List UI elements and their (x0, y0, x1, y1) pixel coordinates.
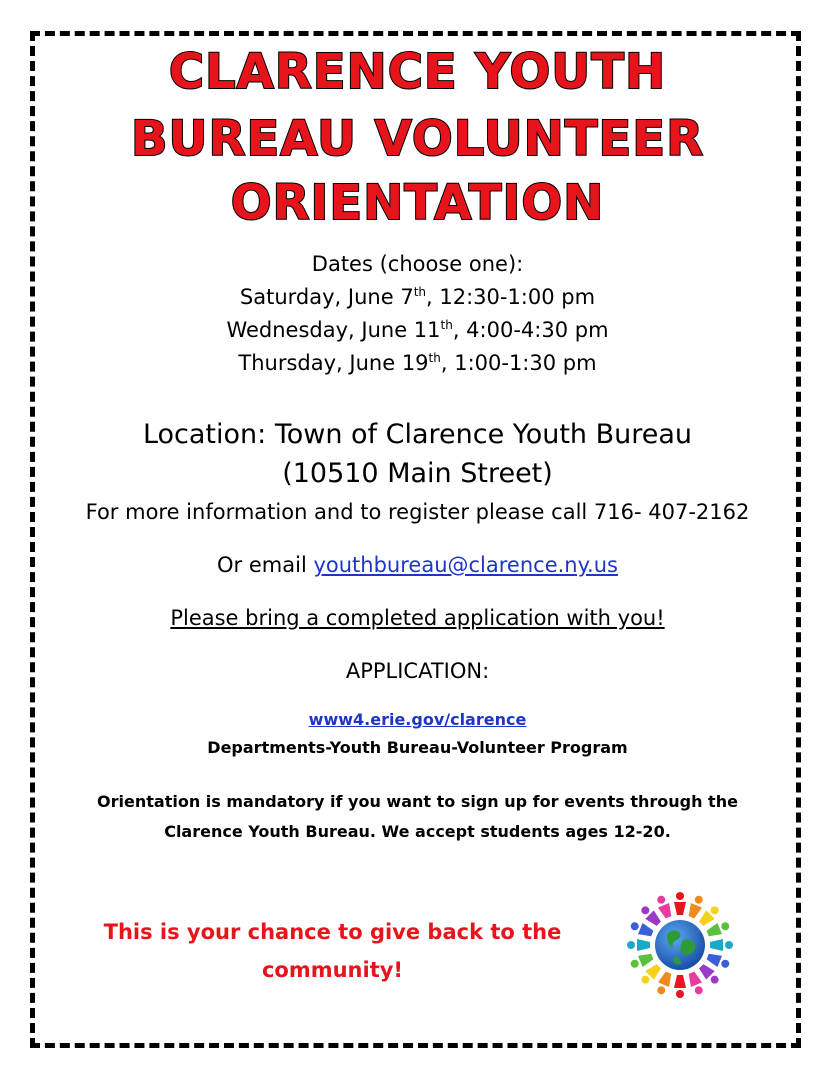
title-line-3: ORIENTATION (230, 175, 605, 231)
dates-heading: Dates (choose one): (311, 252, 524, 276)
date-suffix: th (440, 318, 453, 332)
notice-line-1: Orientation is mandatory if you want to sign up for events through the (97, 792, 738, 811)
application-heading: APPLICATION: (345, 659, 490, 683)
person-figure (674, 975, 686, 998)
application-url-link[interactable]: www4.erie.gov/clarence (308, 710, 527, 729)
date-item (0, 347, 835, 380)
globe-people-icon (625, 890, 735, 1000)
date-day: Thursday, June 19 (238, 351, 429, 375)
title-line-2: BUREAU VOLUNTEER (130, 111, 705, 167)
notice-line-2: Clarence Youth Bureau. We accept students ages 12-20. (164, 822, 671, 841)
email-line (0, 553, 835, 577)
person-figure (638, 903, 663, 928)
email-link[interactable]: youthbureau@clarence.ny.us (313, 553, 618, 577)
date-time: , 4:00-4:30 pm (452, 318, 609, 342)
reminder-text: Please bring a completed application with you! (170, 606, 665, 630)
date-time: , 1:00-1:30 pm (440, 351, 597, 375)
date-time: , 12:30-1:00 pm (426, 285, 596, 309)
email-prefix: Or email (217, 553, 314, 577)
application-path: Departments-Youth Bureau-Volunteer Program (207, 738, 628, 757)
person-figure (638, 962, 663, 987)
application-url-line (0, 710, 835, 729)
date-item (0, 281, 835, 314)
location-address: (10510 Main Street) (282, 458, 553, 489)
closing-line-1: This is your chance to give back to the (103, 920, 562, 944)
date-item (0, 314, 835, 347)
title-line-1: CLARENCE YOUTH (168, 44, 667, 100)
person-figure (697, 962, 722, 987)
phone-line: For more information and to register please call 716- 407-2162 (85, 500, 750, 524)
date-day: Wednesday, June 11 (226, 318, 441, 342)
person-figure (710, 939, 733, 951)
person-figure (674, 892, 686, 915)
date-day: Saturday, June 7 (239, 285, 414, 309)
closing-line-2: community! (261, 958, 404, 982)
date-suffix: th (428, 351, 441, 365)
location-line-1: Location: Town of Clarence Youth Bureau (142, 419, 693, 450)
person-figure (627, 939, 650, 951)
person-figure (697, 903, 722, 928)
date-suffix: th (413, 285, 426, 299)
